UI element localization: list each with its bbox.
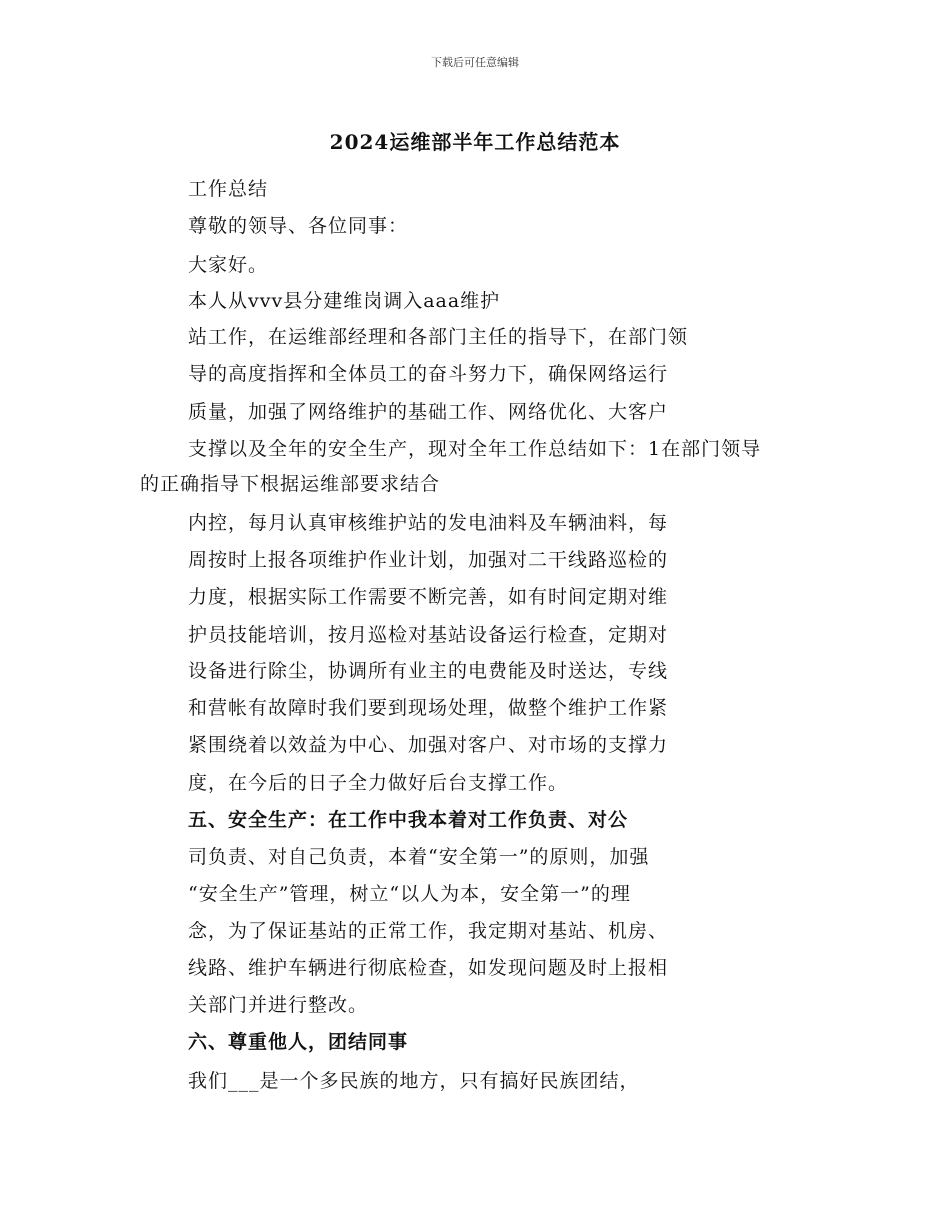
paragraph-line: 周按时上报各项维护作业计划，加强对二干线路巡检的	[188, 549, 669, 571]
header-note: 下载后可任意编辑	[431, 56, 519, 69]
paragraph-line: 线路、维护车辆进行彻底检查，如发现问题及时上报相	[188, 957, 669, 979]
paragraph-line: 尊敬的领导、各位同事：	[188, 215, 409, 237]
paragraph-line: 导的高度指挥和全体员工的奋斗努力下，确保网络运行	[188, 363, 669, 385]
paragraph-line: 设备进行除尘，协调所有业主的电费能及时送达，专线	[188, 660, 669, 682]
paragraph-line: “安全生产”管理，树立“以人为本，安全第一”的理	[188, 883, 631, 905]
paragraph-line: 我们___是一个多民族的地方，只有搞好民族团结，	[188, 1070, 640, 1092]
paragraph-line: 本人从vvv县分建维岗调入aaa维护	[188, 290, 501, 312]
paragraph-line: 站工作，在运维部经理和各部门主任的指导下，在部门领	[188, 326, 689, 348]
paragraph-line: 念，为了保证基站的正常工作，我定期对基站、机房、	[188, 920, 669, 942]
document-title: 2024运维部半年工作总结范本	[329, 130, 621, 154]
paragraph-line: 支撑以及全年的安全生产，现对全年工作总结如下：1在部门领导	[188, 438, 762, 460]
paragraph-line: 度，在今后的日子全力做好后台支撑工作。	[188, 772, 569, 794]
paragraph-line: 质量，加强了网络维护的基础工作、网络优化、大客户	[188, 401, 669, 423]
section-heading-respect: 六、尊重他人，团结同事	[188, 1031, 409, 1053]
paragraph-line: 内控，每月认真审核维护站的发电油料及车辆油料，每	[188, 512, 669, 534]
paragraph-line: 护员技能培训，按月巡检对基站设备运行检查，定期对	[188, 624, 669, 646]
paragraph-line: 力度，根据实际工作需要不断完善，如有时间定期对维	[188, 586, 669, 608]
paragraph-line: 和营帐有故障时我们要到现场处理，做整个维护工作紧	[188, 697, 669, 719]
paragraph-line: 紧围绕着以效益为中心、加强对客户、对市场的支撑力	[188, 734, 669, 756]
paragraph-line: 的正确指导下根据运维部要求结合	[140, 473, 441, 495]
section-heading-safety: 五、安全生产：在工作中我本着对工作负责、对公	[188, 809, 629, 831]
paragraph-line: 司负责、对自己负责，本着“安全第一”的原则，加强	[188, 846, 650, 868]
paragraph-line: 工作总结	[188, 178, 269, 200]
paragraph-line: 关部门并进行整改。	[188, 994, 369, 1016]
paragraph-line: 大家好。	[188, 254, 269, 276]
